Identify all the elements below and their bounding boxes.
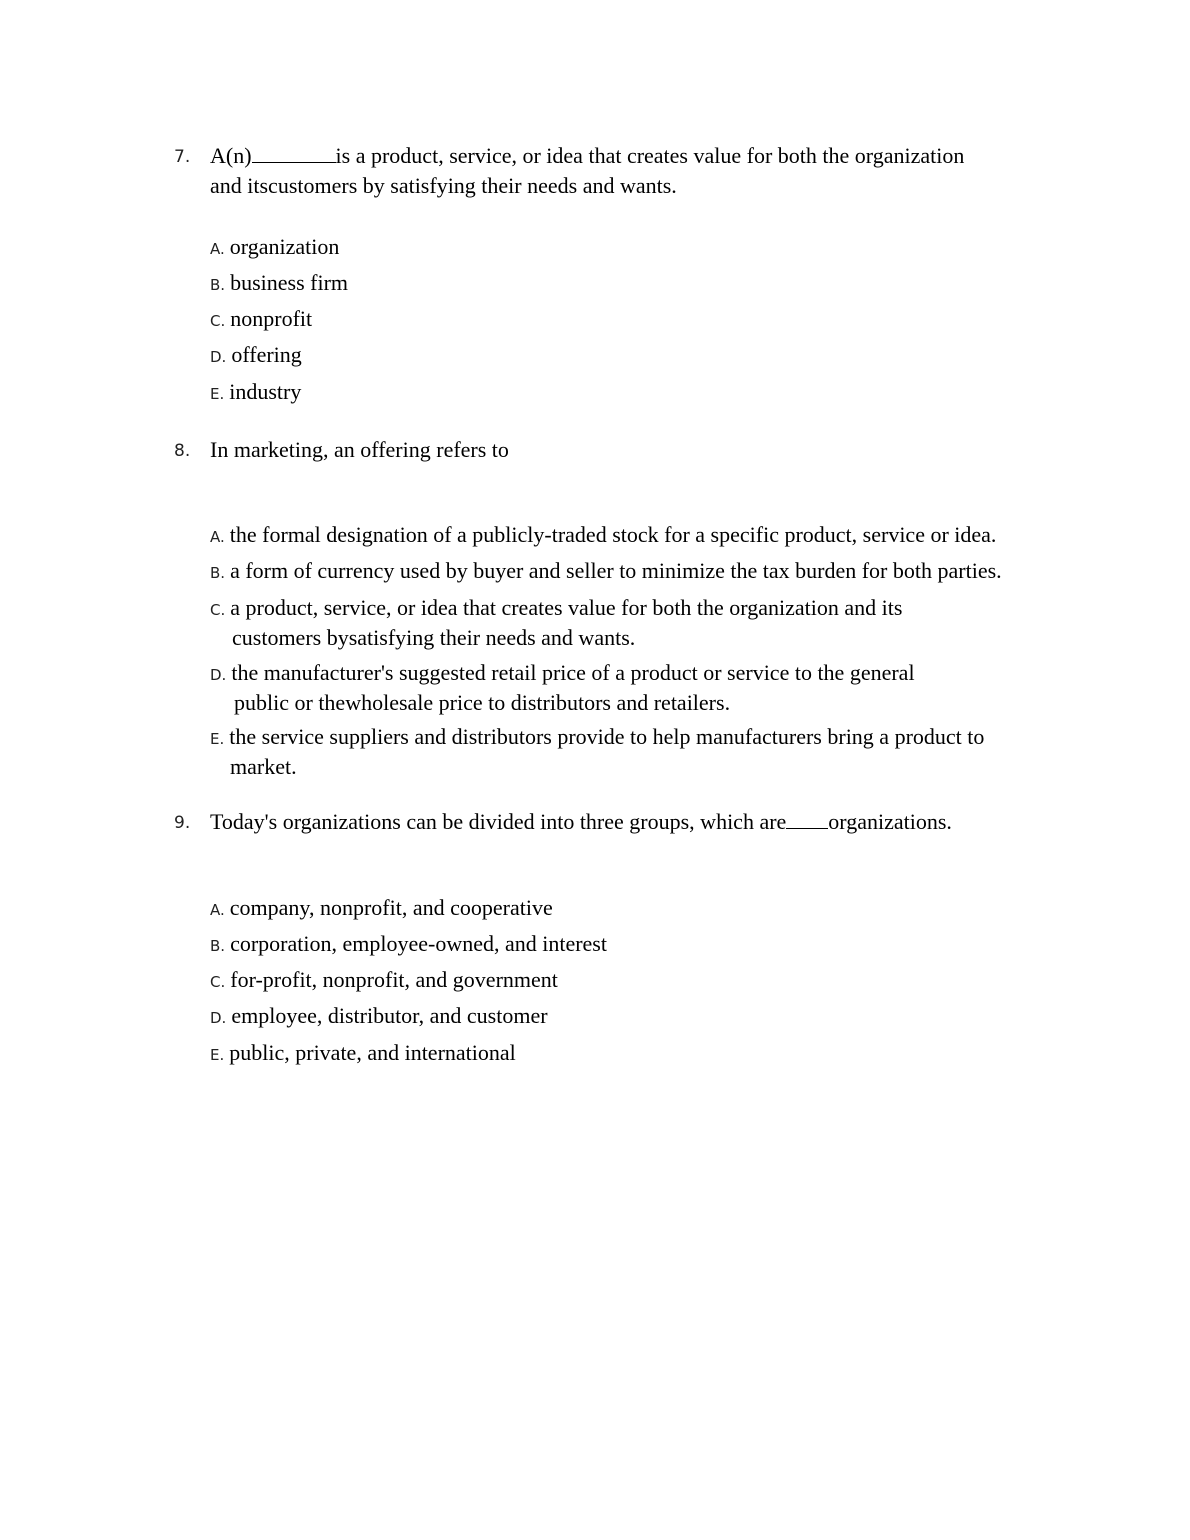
answer-blank xyxy=(252,144,336,163)
option-letter: A. xyxy=(210,528,225,546)
option-letter: D. xyxy=(210,1009,227,1027)
option-text: company, nonprofit, and cooperative xyxy=(229,895,553,920)
question-text-line2: and itscustomers by satisfying their needs and wants. xyxy=(210,173,677,198)
option-text: business firm xyxy=(230,270,349,295)
option-a[interactable] xyxy=(210,233,339,263)
option-text: nonprofit xyxy=(230,306,313,331)
option-text: public, private, and international xyxy=(229,1040,516,1065)
option-text: a form of currency used by buyer and seller to minimize the tax burden for both parties. xyxy=(230,558,1002,583)
option-b[interactable] xyxy=(210,269,348,299)
question-text: In marketing, an offering refers to xyxy=(210,437,509,462)
option-text: the service suppliers and distributors provide to help manufacturers bring a product to xyxy=(229,724,985,749)
option-e[interactable] xyxy=(210,378,301,408)
option-text: the formal designation of a publicly-traded stock for a specific product, service or idea. xyxy=(229,522,997,547)
question-text-after-blank: is a product, service, or idea that creates value for both the organization xyxy=(335,143,965,168)
option-text: a product, service, or idea that creates value for both the organization and its xyxy=(230,595,903,620)
option-text: offering xyxy=(231,342,302,367)
option-b[interactable] xyxy=(210,557,1002,587)
option-letter: A. xyxy=(210,901,225,919)
answer-blank xyxy=(786,810,828,829)
option-text-line2: customers bysatisfying their needs and wants. xyxy=(232,625,636,650)
option-text: for-profit, nonprofit, and government xyxy=(230,967,558,992)
question-text xyxy=(210,141,1030,201)
option-d[interactable] xyxy=(210,341,302,371)
option-letter: C. xyxy=(210,973,226,991)
question-text-before-blank: Today's organizations can be divided into three groups, which are xyxy=(210,809,787,834)
option-letter: B. xyxy=(210,276,226,294)
option-letter: E. xyxy=(210,1046,225,1064)
option-c[interactable] xyxy=(210,966,558,996)
option-text-line2: market. xyxy=(230,754,297,779)
option-letter: D. xyxy=(210,348,227,366)
option-c[interactable] xyxy=(210,305,312,335)
option-a[interactable] xyxy=(210,521,996,551)
option-letter: A. xyxy=(210,240,225,258)
option-d[interactable] xyxy=(210,659,915,717)
option-e[interactable] xyxy=(210,723,984,781)
option-e[interactable] xyxy=(210,1039,516,1069)
option-b[interactable] xyxy=(210,930,607,960)
option-letter: C. xyxy=(210,312,226,330)
option-text: corporation, employee-owned, and interest xyxy=(230,931,607,956)
option-text: industry xyxy=(229,379,302,404)
option-letter: E. xyxy=(210,730,225,748)
question-number: 8. xyxy=(174,441,191,461)
question-text-after-blank: organizations. xyxy=(828,809,952,834)
option-a[interactable] xyxy=(210,894,553,924)
option-letter: B. xyxy=(210,564,226,582)
option-letter: C. xyxy=(210,601,226,619)
option-letter: E. xyxy=(210,385,225,403)
question-text xyxy=(210,807,1030,837)
question-text-before-blank: A(n) xyxy=(210,143,252,168)
option-text-line2: public or thewholesale price to distributors and retailers. xyxy=(234,690,731,715)
option-text: the manufacturer's suggested retail price of a product or service to the general xyxy=(231,660,915,685)
option-text: organization xyxy=(229,234,340,259)
option-text: employee, distributor, and customer xyxy=(231,1003,548,1028)
option-letter: B. xyxy=(210,937,226,955)
question-number: 7. xyxy=(174,147,191,167)
option-c[interactable] xyxy=(210,594,902,652)
question-number: 9. xyxy=(174,813,191,833)
option-d[interactable] xyxy=(210,1002,548,1032)
option-letter: D. xyxy=(210,666,227,684)
